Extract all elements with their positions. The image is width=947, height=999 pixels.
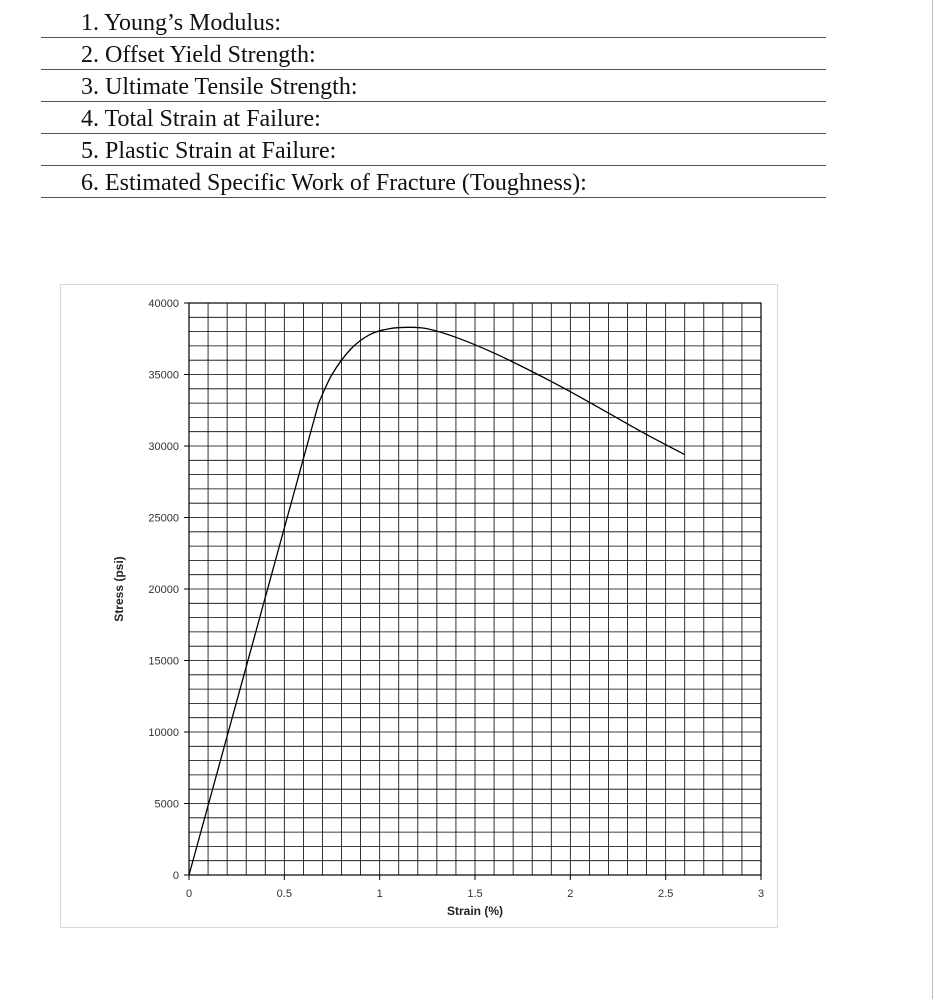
question-row <box>41 102 826 134</box>
x-tick-label: 0 <box>185 888 193 900</box>
y-tick-label: 30000 <box>148 441 179 453</box>
y-tick-label: 0 <box>172 870 179 882</box>
chart-svg <box>61 285 779 929</box>
question-label: 3. Ultimate Tensile Strength: <box>81 74 358 100</box>
question-label: 5. Plastic Strain at Failure: <box>81 138 337 164</box>
question-row <box>41 38 826 70</box>
x-axis-ticks <box>186 875 764 900</box>
question-row <box>41 70 826 102</box>
y-tick-label: 25000 <box>148 512 179 525</box>
x-tick-label: 3 <box>757 888 765 900</box>
x-axis-title: Strain (%) <box>446 904 504 918</box>
question-list <box>41 6 826 198</box>
x-tick-label: 1 <box>376 888 383 900</box>
x-tick-label: 0.5 <box>276 888 292 900</box>
x-tick-label: 2.5 <box>658 888 674 900</box>
y-tick-label: 40000 <box>148 298 179 310</box>
question-row <box>41 134 826 166</box>
question-label: 4. Total Strain at Failure: <box>81 106 321 132</box>
y-axis-ticks <box>148 298 189 882</box>
question-label: 6. Estimated Specific Work of Fracture (Toughness): <box>81 170 587 196</box>
y-tick-label: 35000 <box>148 369 179 382</box>
minor-gridlines <box>189 303 761 875</box>
y-tick-label: 5000 <box>154 798 179 811</box>
y-tick-label: 15000 <box>148 655 179 668</box>
x-tick-label: 2 <box>567 888 574 900</box>
question-label: 1. Young’s Modulus: <box>81 10 282 36</box>
question-row <box>41 6 826 38</box>
x-tick-label: 1.5 <box>467 888 483 900</box>
page-edge-rule <box>932 0 933 999</box>
y-tick-label: 10000 <box>148 727 179 739</box>
y-tick-label: 20000 <box>148 584 179 596</box>
stress-strain-chart <box>60 284 778 928</box>
question-label: 2. Offset Yield Strength: <box>81 42 316 68</box>
question-row <box>41 166 826 198</box>
y-axis-title: Stress (psi) <box>112 556 126 622</box>
